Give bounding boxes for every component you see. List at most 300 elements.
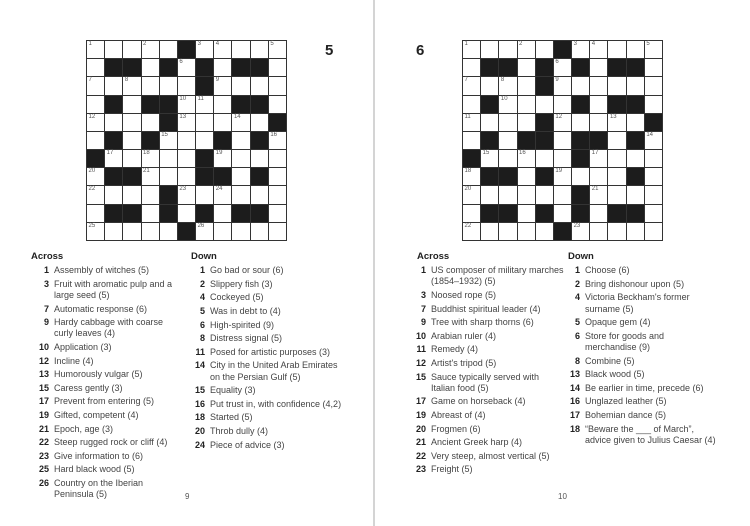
grid-cell[interactable] [87,205,104,222]
clue-number: 22 [464,222,472,229]
black-square [645,114,662,131]
grid-cell[interactable] [590,150,607,167]
black-square [536,77,553,94]
grid-cell[interactable] [160,132,177,149]
down-clues [183,251,343,453]
grid-cell[interactable] [627,77,644,94]
grid-cell[interactable] [214,59,231,76]
clue-number: 8 [574,355,580,366]
grid-cell[interactable] [645,96,662,113]
grid-cell[interactable] [196,132,213,149]
clue-number: 21 [38,423,49,434]
grid-cell[interactable] [142,59,159,76]
clue-text: Remedy (4) [431,344,479,355]
black-square [142,132,159,149]
grid-cell[interactable] [481,186,498,203]
clue-item [558,410,718,421]
grid-cell[interactable] [196,96,213,113]
grid-cell[interactable] [554,114,571,131]
grid-cell[interactable] [608,223,625,240]
black-square [481,59,498,76]
grid-cell[interactable] [142,186,159,203]
grid-cell[interactable] [214,150,231,167]
grid-cell[interactable] [590,168,607,185]
clue-item [558,265,718,276]
clue-item [27,342,177,353]
grid-cell[interactable] [105,77,122,94]
grid-cell[interactable] [590,223,607,240]
black-square [627,96,644,113]
grid-cell[interactable] [463,41,480,58]
clue-item [27,396,177,407]
crossword-grid-5 [86,40,287,241]
grid-cell[interactable] [251,114,268,131]
grid-cell[interactable] [160,168,177,185]
clue-number: 16 [270,131,277,138]
grid-cell[interactable] [627,223,644,240]
grid-cell[interactable] [178,168,195,185]
clue-number: 12 [88,113,96,120]
grid-cell[interactable] [608,150,625,167]
clue-item [183,265,343,276]
grid-cell[interactable] [178,186,195,203]
clue-item [183,385,343,396]
clue-item [404,304,564,315]
clue-number: 11 [197,95,204,102]
grid-cell[interactable] [645,132,662,149]
clue-number: 23 [415,464,426,475]
clue-text: Arabian ruler (4) [431,330,497,341]
grid-cell[interactable] [196,186,213,203]
black-square [105,205,122,222]
grid-cell[interactable] [232,168,249,185]
grid-cell[interactable] [123,150,140,167]
clue-number: 7 [420,303,426,314]
grid-cell[interactable] [232,77,249,94]
grid-cell[interactable] [142,168,159,185]
grid-cell[interactable] [269,96,286,113]
black-square [178,223,195,240]
clue-number: 22 [38,437,49,448]
grid-cell[interactable] [232,223,249,240]
clue-number: 13 [38,369,49,380]
puzzle-number: 5 [325,42,334,59]
black-square [572,186,589,203]
grid-cell[interactable] [536,186,553,203]
clue-text: Very steep, almost vertical (5) [431,450,550,461]
grid-cell[interactable] [590,114,607,131]
black-square [160,96,177,113]
grid-cell[interactable] [232,114,249,131]
grid-cell[interactable] [160,77,177,94]
grid-cell[interactable] [160,150,177,167]
black-square [87,150,104,167]
grid-cell[interactable] [554,186,571,203]
grid-cell[interactable] [123,96,140,113]
grid-cell[interactable] [572,41,589,58]
clue-text: Humorously vulgar (5) [54,369,143,380]
grid-cell[interactable] [463,96,480,113]
grid-cell[interactable] [481,114,498,131]
grid-cell[interactable] [645,150,662,167]
grid-cell[interactable] [627,186,644,203]
grid-cell[interactable] [269,186,286,203]
grid-cell[interactable] [196,223,213,240]
clue-item [404,410,564,421]
black-square [251,132,268,149]
grid-cell[interactable] [232,132,249,149]
clue-text: Bohemian dance (5) [585,409,667,420]
grid-cell[interactable] [87,41,104,58]
grid-cell[interactable] [481,150,498,167]
clue-text: Buddhist spiritual leader (4) [431,303,541,314]
clue-item [27,451,177,462]
grid-cell[interactable] [536,223,553,240]
black-square [105,168,122,185]
black-square [196,59,213,76]
grid-cell[interactable] [214,223,231,240]
clue-number: 17 [591,150,599,157]
clue-text: Opaque gem (4) [585,317,651,328]
clue-item [404,344,564,355]
grid-cell[interactable] [608,114,625,131]
clue-item [183,440,343,451]
clue-number: 15 [482,150,490,157]
grid-cell[interactable] [160,41,177,58]
grid-cell[interactable] [554,205,571,222]
clue-number: 6 [199,319,205,330]
clue-item [27,356,177,367]
grid-cell[interactable] [590,41,607,58]
black-square [214,168,231,185]
grid-cell[interactable] [251,223,268,240]
clue-item [183,333,343,344]
clue-text: Black wood (5) [585,369,645,380]
clue-number: 21 [415,437,426,448]
grid-cell[interactable] [142,205,159,222]
clue-number: 18 [143,150,150,157]
black-square [232,205,249,222]
clue-number: 13 [609,113,617,120]
grid-cell[interactable] [554,96,571,113]
grid-cell[interactable] [645,41,662,58]
grid-cell[interactable] [105,41,122,58]
grid-cell[interactable] [590,59,607,76]
grid-cell[interactable] [608,132,625,149]
clue-item [27,265,177,276]
clue-number: 20 [415,423,426,434]
black-square [251,96,268,113]
grid-cell[interactable] [536,150,553,167]
clue-text: Sauce typically served with Italian food (5) [431,371,540,393]
grid-cell[interactable] [178,205,195,222]
grid-cell[interactable] [554,77,571,94]
grid-cell[interactable] [645,205,662,222]
clue-item [183,292,343,303]
grid-cell[interactable] [645,168,662,185]
clue-number: 9 [215,77,220,84]
grid-cell[interactable] [518,168,535,185]
grid-cell[interactable] [123,77,140,94]
grid-cell[interactable] [627,41,644,58]
clue-number: 2 [199,278,205,289]
grid-cell[interactable] [590,186,607,203]
grid-cell[interactable] [518,114,535,131]
grid-cell[interactable] [214,114,231,131]
grid-cell[interactable] [554,132,571,149]
grid-cell[interactable] [178,77,195,94]
grid-cell[interactable] [518,205,535,222]
grid-cell[interactable] [572,223,589,240]
across-clues [404,251,564,478]
clue-text: Fruit with aromatic pulp and a large seed (5) [54,278,173,300]
grid-cell[interactable] [518,41,535,58]
grid-cell[interactable] [87,132,104,149]
grid-cell[interactable] [196,41,213,58]
grid-cell[interactable] [518,186,535,203]
grid-cell[interactable] [590,77,607,94]
grid-cell[interactable] [572,77,589,94]
grid-cell[interactable] [269,132,286,149]
clue-number: 19 [555,168,563,175]
clue-item [183,320,343,331]
grid-cell[interactable] [178,150,195,167]
grid-cell[interactable] [123,186,140,203]
grid-cell[interactable] [87,96,104,113]
grid-cell[interactable] [499,150,516,167]
grid-cell[interactable] [499,96,516,113]
clue-number: 19 [415,409,426,420]
clue-item [27,304,177,315]
clue-number: 16 [194,398,205,409]
grid-cell[interactable] [608,168,625,185]
black-square [178,41,195,58]
grid-cell[interactable] [105,150,122,167]
grid-cell[interactable] [463,132,480,149]
black-square [481,168,498,185]
clue-text: Ancient Greek harp (4) [431,437,523,448]
grid-cell[interactable] [463,59,480,76]
clue-number: 8 [500,77,505,84]
grid-cell[interactable] [645,77,662,94]
grid-cell[interactable] [178,96,195,113]
grid-cell[interactable] [499,186,516,203]
grid-cell[interactable] [269,205,286,222]
grid-cell[interactable] [232,150,249,167]
black-square [142,96,159,113]
grid-cell[interactable] [463,205,480,222]
grid-cell[interactable] [536,41,553,58]
clue-item [183,426,343,437]
clue-item [404,424,564,435]
grid-cell[interactable] [518,150,535,167]
grid-cell[interactable] [269,150,286,167]
grid-cell[interactable] [105,114,122,131]
black-square [627,132,644,149]
grid-cell[interactable] [214,77,231,94]
grid-cell[interactable] [645,186,662,203]
clue-number: 13 [569,369,580,380]
black-square [608,205,625,222]
clue-item [27,317,177,339]
grid-cell[interactable] [608,77,625,94]
grid-cell[interactable] [463,168,480,185]
grid-cell[interactable] [499,41,516,58]
grid-cell[interactable] [105,223,122,240]
black-square [160,205,177,222]
grid-cell[interactable] [572,168,589,185]
clue-item [183,412,343,423]
grid-cell[interactable] [232,41,249,58]
black-square [627,59,644,76]
grid-cell[interactable] [178,132,195,149]
grid-cell[interactable] [499,132,516,149]
grid-cell[interactable] [214,186,231,203]
grid-cell[interactable] [627,150,644,167]
clue-number: 12 [555,113,563,120]
clue-number: 17 [415,396,426,407]
page-number: 9 [185,492,190,501]
clue-number: 10 [38,341,49,352]
grid-cell[interactable] [123,41,140,58]
clue-item [183,347,343,358]
grid-cell[interactable] [536,96,553,113]
clue-text: Steep rugged rock or cliff (4) [54,437,168,448]
grid-cell[interactable] [269,41,286,58]
clue-item [558,279,718,290]
grid-cell[interactable] [554,150,571,167]
grid-cell[interactable] [123,223,140,240]
black-square [536,168,553,185]
black-square [269,114,286,131]
clue-text: Assembly of witches (5) [54,265,150,276]
grid-cell[interactable] [645,223,662,240]
clue-text: US composer of military marches (1854–1932) (5) [431,265,564,287]
grid-cell[interactable] [269,168,286,185]
clue-number: 8 [124,77,129,84]
grid-cell[interactable] [105,186,122,203]
grid-cell[interactable] [590,205,607,222]
black-square [554,41,571,58]
clue-item [27,383,177,394]
black-square [608,96,625,113]
grid-cell[interactable] [142,114,159,131]
clue-list [27,265,177,500]
grid-cell[interactable] [572,114,589,131]
clue-item [183,399,343,410]
grid-cell[interactable] [499,77,516,94]
grid-cell[interactable] [463,223,480,240]
grid-cell[interactable] [251,41,268,58]
grid-cell[interactable] [87,168,104,185]
grid-cell[interactable] [463,114,480,131]
grid-cell[interactable] [178,114,195,131]
clue-number: 7 [43,303,49,314]
grid-cell[interactable] [554,59,571,76]
clue-number: 4 [591,41,596,47]
grid-cell[interactable] [645,59,662,76]
grid-cell[interactable] [481,223,498,240]
grid-cell[interactable] [481,41,498,58]
grid-cell[interactable] [499,114,516,131]
grid-cell[interactable] [463,77,480,94]
clue-number: 26 [38,477,49,488]
grid-cell[interactable] [251,150,268,167]
down-heading: Down [568,251,594,262]
clue-item [558,317,718,328]
grid-cell[interactable] [518,77,535,94]
clue-number: 2 [143,41,147,47]
across-heading: Across [31,251,64,262]
grid-cell[interactable] [87,223,104,240]
grid-cell[interactable] [518,96,535,113]
crossword-grid-6 [462,40,663,241]
grid-cell[interactable] [269,77,286,94]
grid-cell[interactable] [251,77,268,94]
clue-number: 4 [574,292,580,303]
grid-cell[interactable] [87,77,104,94]
grid-cell[interactable] [251,186,268,203]
grid-cell[interactable] [160,223,177,240]
clue-item [27,464,177,475]
black-square [196,77,213,94]
clue-text: Artist's tripod (5) [431,357,497,368]
grid-cell[interactable] [481,77,498,94]
grid-cell[interactable] [627,114,644,131]
grid-cell[interactable] [269,59,286,76]
grid-cell[interactable] [608,41,625,58]
grid-cell[interactable] [269,223,286,240]
grid-cell[interactable] [499,223,516,240]
grid-cell[interactable] [142,41,159,58]
grid-cell[interactable] [608,186,625,203]
clue-item [558,383,718,394]
clue-text: Epoch, age (3) [54,423,114,434]
grid-cell[interactable] [518,59,535,76]
grid-cell[interactable] [214,205,231,222]
clue-number: 1 [43,265,49,276]
grid-cell[interactable] [214,41,231,58]
grid-cell[interactable] [463,186,480,203]
grid-cell[interactable] [142,77,159,94]
grid-cell[interactable] [518,223,535,240]
clue-text: Noosed rope (5) [431,290,497,300]
grid-cell[interactable] [142,223,159,240]
black-square [123,205,140,222]
grid-cell[interactable] [178,59,195,76]
clue-number: 25 [38,464,49,475]
grid-cell[interactable] [590,96,607,113]
grid-cell[interactable] [214,96,231,113]
clue-item [404,437,564,448]
grid-cell[interactable] [87,186,104,203]
grid-cell[interactable] [232,186,249,203]
grid-cell[interactable] [142,150,159,167]
grid-cell[interactable] [554,168,571,185]
clue-text: Bring dishonour upon (5) [585,278,685,289]
clue-number: 4 [199,292,205,303]
clue-text: Put trust in, with confidence (4,2) [210,398,342,409]
clue-number: 2 [574,278,580,289]
clue-number: 11 [464,113,471,120]
grid-cell[interactable] [123,132,140,149]
grid-cell[interactable] [87,59,104,76]
grid-cell[interactable] [196,114,213,131]
grid-cell[interactable] [87,114,104,131]
clue-number: 12 [38,355,49,366]
grid-cell[interactable] [123,114,140,131]
clue-text: Posed for artistic purposes (3) [210,346,331,357]
